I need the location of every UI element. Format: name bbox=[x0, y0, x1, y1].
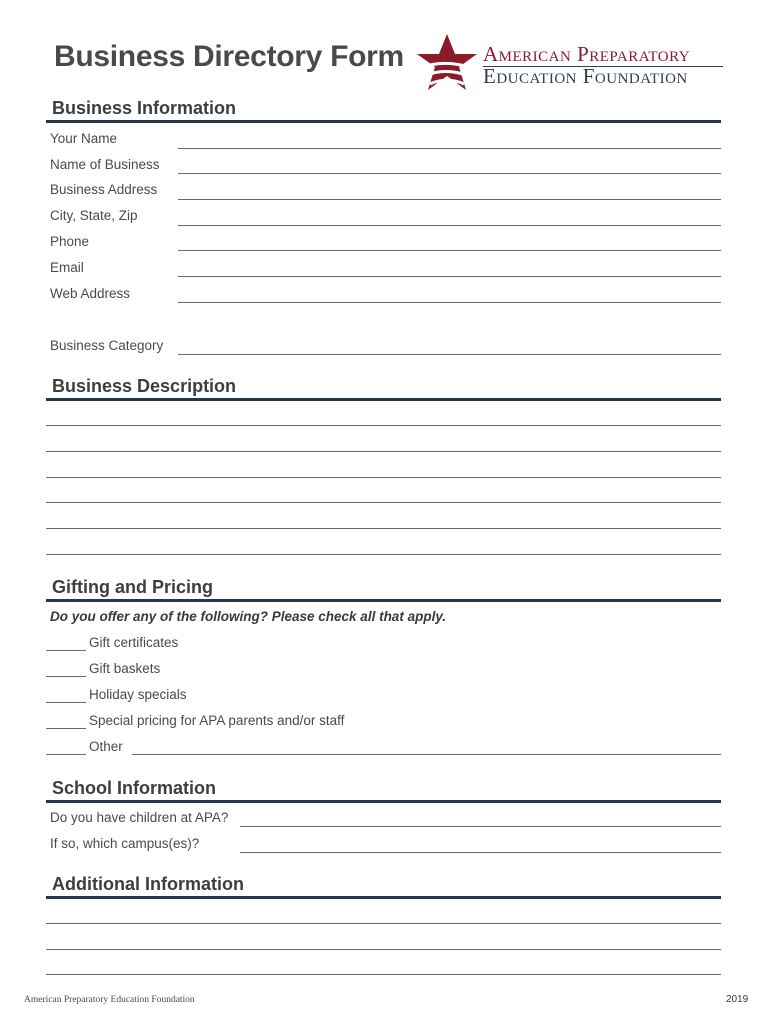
additional-line[interactable] bbox=[46, 949, 721, 950]
field-label-business-address: Business Address bbox=[50, 182, 158, 197]
section-title-business-description: Business Description bbox=[52, 376, 237, 396]
gifting-question: Do you offer any of the following? Please check all that apply. bbox=[50, 609, 447, 624]
description-line[interactable] bbox=[46, 425, 721, 426]
other-input[interactable] bbox=[132, 754, 721, 755]
city-state-zip-input[interactable] bbox=[178, 225, 721, 226]
logo-text-line2: Education Foundation bbox=[483, 64, 688, 88]
section-title-additional-info: Additional Information bbox=[52, 874, 244, 894]
your-name-input[interactable] bbox=[178, 148, 721, 149]
description-line[interactable] bbox=[46, 451, 721, 452]
field-label-business-category: Business Category bbox=[50, 338, 164, 353]
email-input[interactable] bbox=[178, 276, 721, 277]
field-label-business-name: Name of Business bbox=[50, 157, 160, 172]
description-line[interactable] bbox=[46, 502, 721, 503]
other-checkbox[interactable] bbox=[46, 754, 86, 755]
footer-organization: American Preparatory Education Foundation bbox=[24, 995, 195, 1005]
business-category-input[interactable] bbox=[178, 354, 721, 355]
school-question-children: Do you have children at APA? bbox=[50, 810, 229, 825]
section-title-business-info: Business Information bbox=[52, 98, 237, 118]
footer-year: 2019 bbox=[726, 994, 749, 1005]
description-line[interactable] bbox=[46, 477, 721, 478]
field-label-your-name: Your Name bbox=[50, 131, 118, 146]
children-at-apa-input[interactable] bbox=[240, 826, 721, 827]
section-rule bbox=[46, 800, 721, 803]
business-name-input[interactable] bbox=[178, 173, 721, 174]
gift-certificates-checkbox[interactable] bbox=[46, 650, 86, 651]
business-address-input[interactable] bbox=[178, 199, 721, 200]
logo-text-line1: American Preparatory bbox=[483, 42, 691, 66]
section-rule bbox=[46, 599, 721, 602]
option-other: Other bbox=[89, 739, 123, 754]
field-label-email: Email bbox=[50, 260, 84, 275]
additional-line[interactable] bbox=[46, 923, 721, 924]
page-title: Business Directory Form bbox=[54, 40, 404, 73]
holiday-specials-checkbox[interactable] bbox=[46, 702, 86, 703]
section-rule bbox=[46, 896, 721, 899]
field-label-city-state-zip: City, State, Zip bbox=[50, 208, 138, 223]
option-gift-baskets: Gift baskets bbox=[89, 661, 161, 676]
description-line[interactable] bbox=[46, 528, 721, 529]
gift-baskets-checkbox[interactable] bbox=[46, 676, 86, 677]
campus-input[interactable] bbox=[240, 852, 721, 853]
section-rule bbox=[46, 120, 721, 123]
additional-line[interactable] bbox=[46, 974, 721, 975]
section-title-gifting: Gifting and Pricing bbox=[52, 577, 213, 597]
field-label-web-address: Web Address bbox=[50, 286, 131, 301]
special-pricing-checkbox[interactable] bbox=[46, 728, 86, 729]
section-rule bbox=[46, 398, 721, 401]
web-address-input[interactable] bbox=[178, 302, 721, 303]
option-gift-certificates: Gift certificates bbox=[89, 635, 179, 650]
star-logo-icon bbox=[414, 32, 480, 94]
option-special-pricing: Special pricing for APA parents and/or staff bbox=[89, 713, 345, 728]
phone-input[interactable] bbox=[178, 250, 721, 251]
field-label-phone: Phone bbox=[50, 234, 90, 249]
description-line[interactable] bbox=[46, 554, 721, 555]
school-question-campus: If so, which campus(es)? bbox=[50, 836, 200, 851]
option-holiday-specials: Holiday specials bbox=[89, 687, 187, 702]
section-title-school-info: School Information bbox=[52, 778, 216, 798]
